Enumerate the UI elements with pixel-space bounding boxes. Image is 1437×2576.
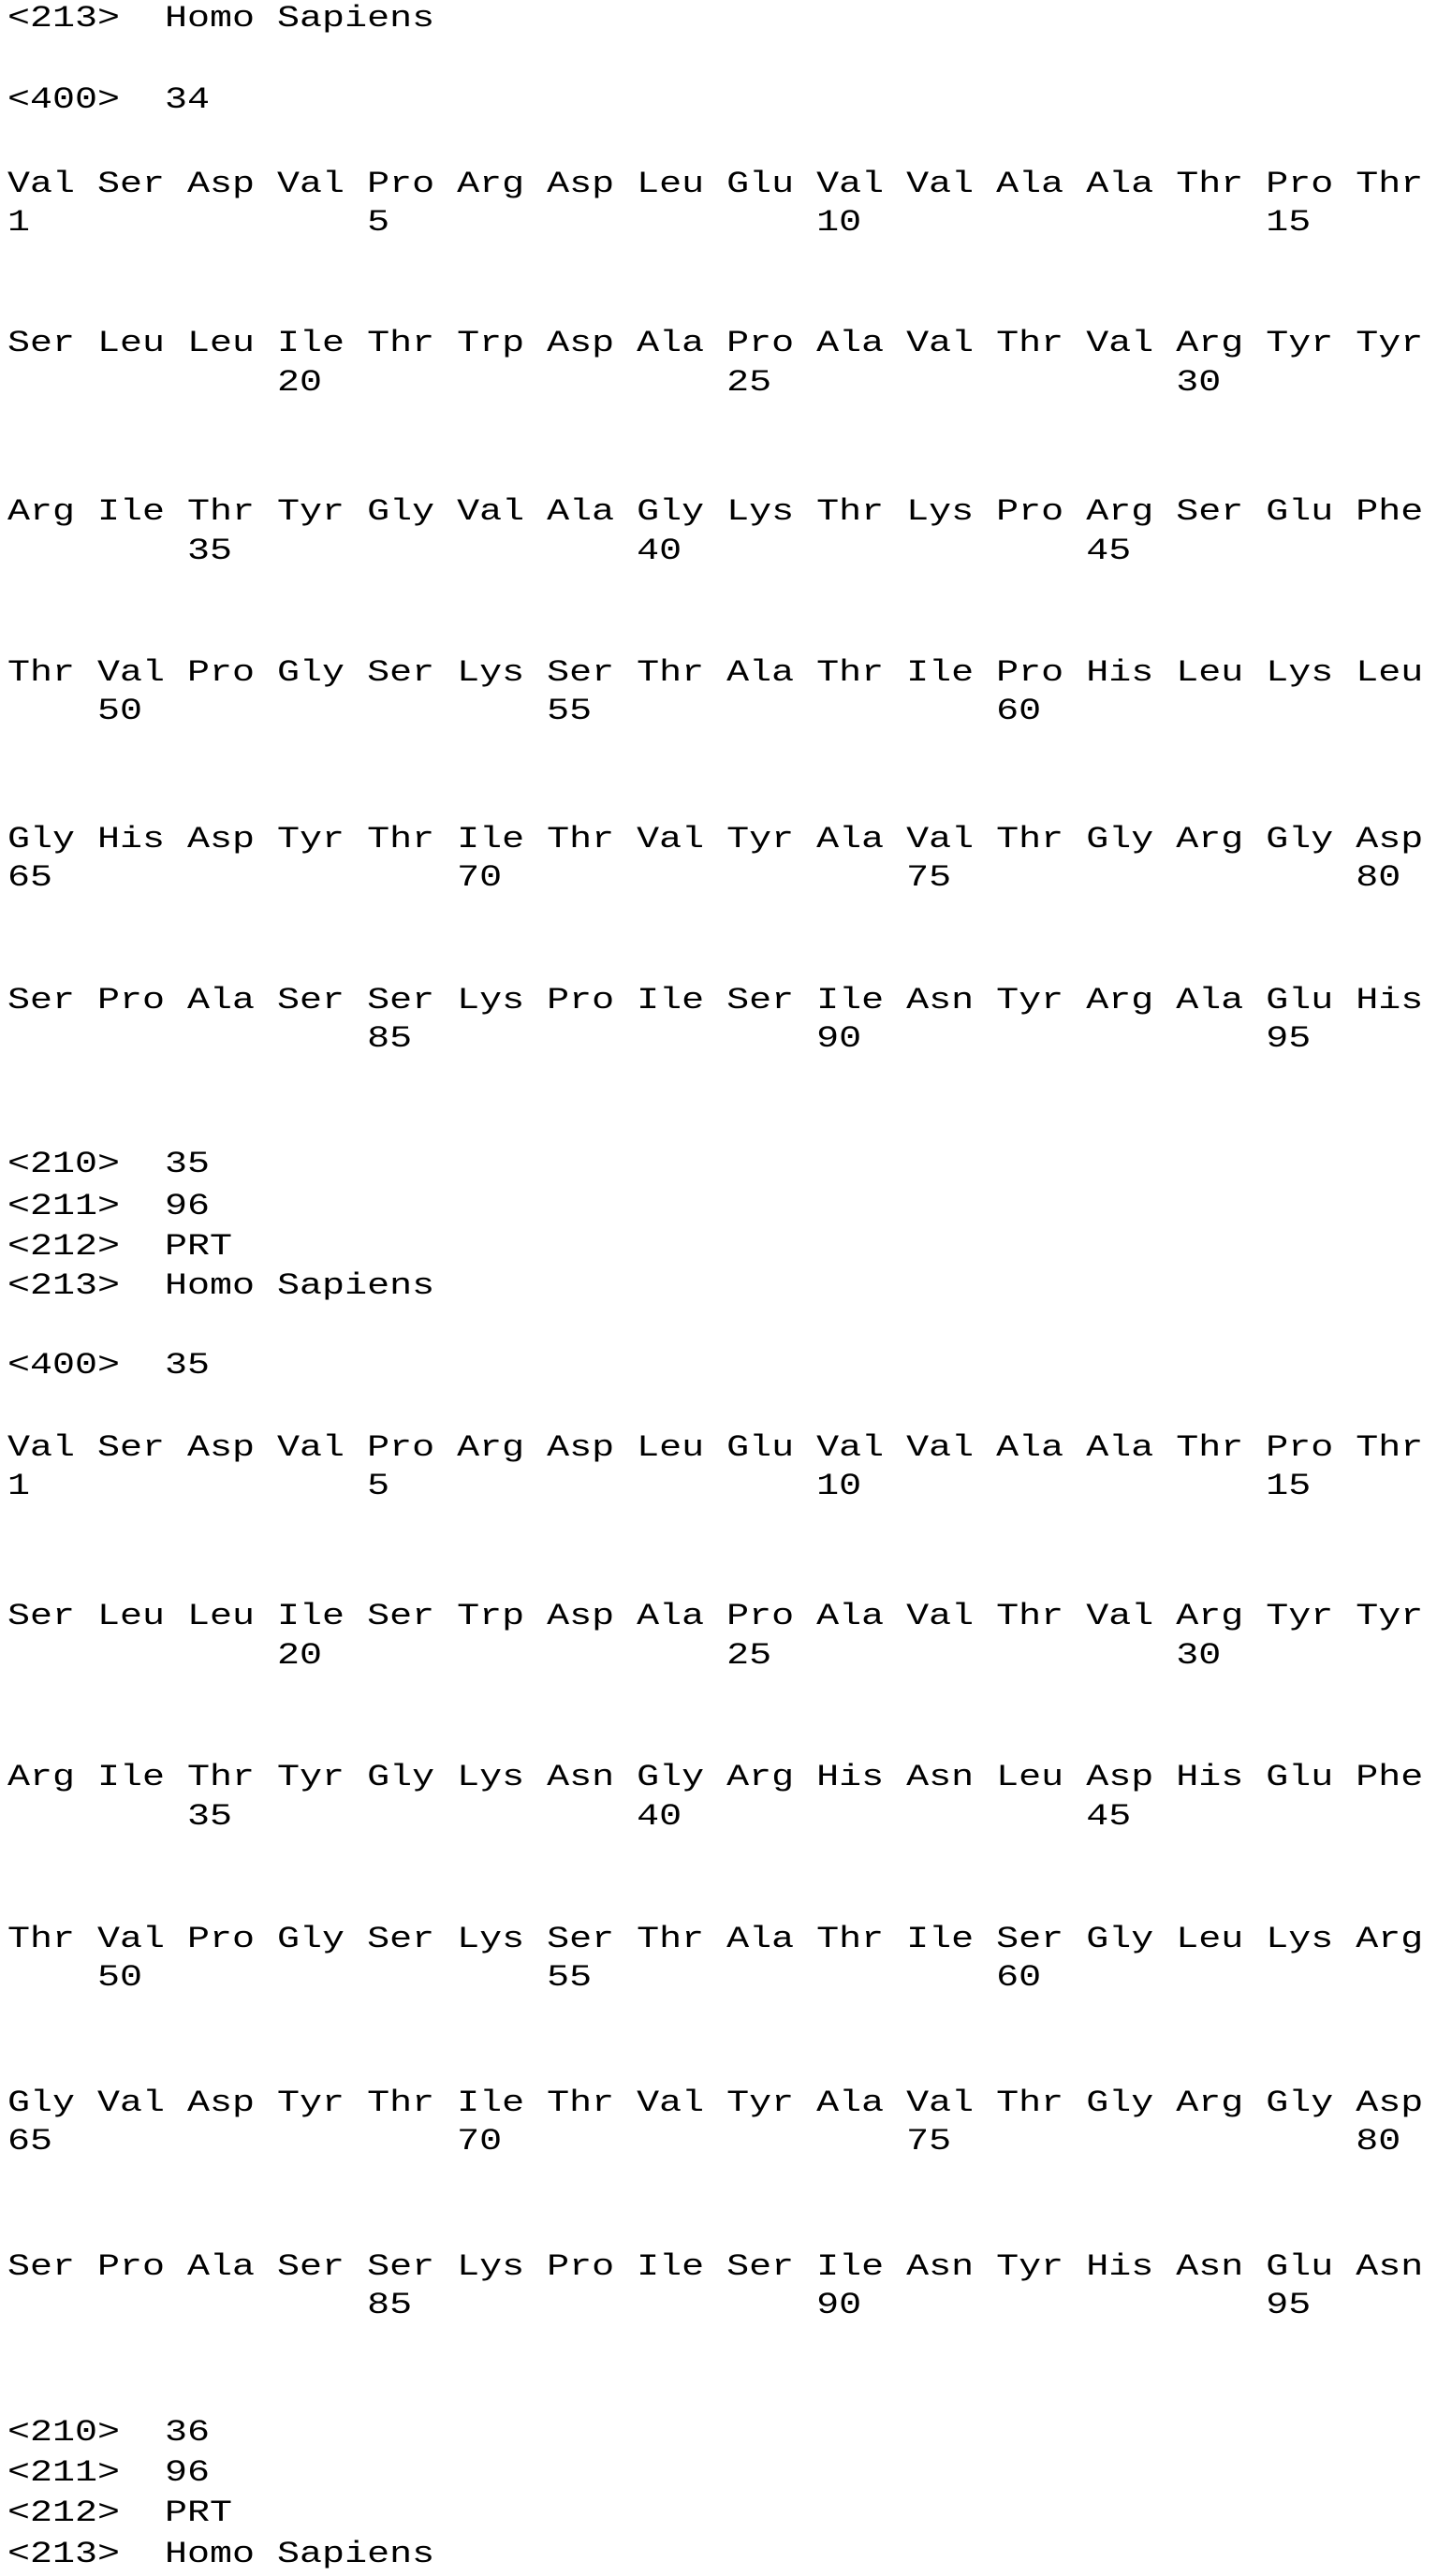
tag-value: 36 bbox=[165, 2416, 211, 2451]
tag-code: <213> bbox=[7, 1269, 121, 1304]
numbers-line: 50 55 60 bbox=[7, 1961, 1042, 1996]
tag-value: Homo Sapiens bbox=[165, 2, 435, 37]
tag-value: 96 bbox=[165, 2456, 211, 2491]
numbers-line: 20 25 30 bbox=[7, 366, 1222, 401]
tag-code: <211> bbox=[7, 2456, 121, 2491]
tag-code: <400> bbox=[7, 1349, 121, 1383]
tag-line-213 bbox=[7, 2, 435, 37]
numbers-line: 65 70 75 80 bbox=[7, 861, 1401, 896]
tag-code: <400> bbox=[7, 83, 121, 118]
residues-line: Val Ser Asp Val Pro Arg Asp Leu Glu Val Val Ala Ala Thr Pro Thr bbox=[7, 1431, 1424, 1466]
numbers-line: 20 25 30 bbox=[7, 1639, 1222, 1674]
residues-line: Thr Val Pro Gly Ser Lys Ser Thr Ala Thr Ile Pro His Leu Lys Leu bbox=[7, 656, 1424, 691]
tag-value: 35 bbox=[165, 1148, 211, 1182]
tag-code: <213> bbox=[7, 2, 121, 37]
tag-code: <212> bbox=[7, 1230, 121, 1265]
residues-line: Ser Leu Leu Ile Ser Trp Asp Ala Pro Ala Val Thr Val Arg Tyr Tyr bbox=[7, 1600, 1424, 1634]
tag-code: <210> bbox=[7, 1148, 121, 1182]
tag-line-211 bbox=[7, 2456, 211, 2491]
tag-value: PRT bbox=[165, 2496, 233, 2531]
numbers-line: 65 70 75 80 bbox=[7, 2125, 1401, 2159]
residues-line: Arg Ile Thr Tyr Gly Val Ala Gly Lys Thr Lys Pro Arg Ser Glu Phe bbox=[7, 495, 1424, 530]
tag-line-213 bbox=[7, 1269, 435, 1304]
tag-code: <211> bbox=[7, 1190, 121, 1224]
tag-value: PRT bbox=[165, 1230, 233, 1265]
tag-line-210 bbox=[7, 2416, 211, 2451]
tag-line-400 bbox=[7, 1349, 211, 1383]
tag-line-212 bbox=[7, 2496, 233, 2531]
residues-line: Val Ser Asp Val Pro Arg Asp Leu Glu Val Val Ala Ala Thr Pro Thr bbox=[7, 168, 1424, 202]
tag-value: 96 bbox=[165, 1190, 211, 1224]
numbers-line: 1 5 10 15 bbox=[7, 1470, 1312, 1504]
residues-line: Gly Val Asp Tyr Thr Ile Thr Val Tyr Ala Val Thr Gly Arg Gly Asp bbox=[7, 2086, 1424, 2121]
residues-line: Thr Val Pro Gly Ser Lys Ser Thr Ala Thr Ile Ser Gly Leu Lys Arg bbox=[7, 1923, 1424, 1957]
tag-code: <212> bbox=[7, 2496, 121, 2531]
tag-line-210 bbox=[7, 1150, 210, 1180]
residues-line: Ser Pro Ala Ser Ser Lys Pro Ile Ser Ile Asn Tyr Arg Ala Glu His bbox=[7, 984, 1424, 1018]
tag-value: Homo Sapiens bbox=[165, 2538, 435, 2572]
tag-line-212 bbox=[7, 1230, 233, 1265]
numbers-line: 35 40 45 bbox=[7, 534, 1132, 569]
residues-line: Arg Ile Thr Tyr Gly Lys Asn Gly Arg His Asn Leu Asp His Glu Phe bbox=[7, 1761, 1424, 1795]
tag-line-211 bbox=[7, 1190, 211, 1224]
tag-value: 35 bbox=[165, 1349, 211, 1383]
numbers-line: 85 90 95 bbox=[7, 1022, 1312, 1057]
tag-line-213 bbox=[7, 2540, 434, 2570]
residues-line: Ser Leu Leu Ile Thr Trp Asp Ala Pro Ala Val Thr Val Arg Tyr Tyr bbox=[7, 327, 1424, 361]
residues-line: Ser Pro Ala Ser Ser Lys Pro Ile Ser Ile Asn Tyr His Asn Glu Asn bbox=[7, 2250, 1424, 2285]
numbers-line: 85 90 95 bbox=[7, 2289, 1312, 2323]
tag-code: <213> bbox=[7, 2538, 121, 2572]
tag-value: Homo Sapiens bbox=[165, 1269, 435, 1304]
numbers-line: 50 55 60 bbox=[7, 695, 1042, 729]
numbers-line: 35 40 45 bbox=[7, 1800, 1132, 1835]
tag-value: 34 bbox=[165, 83, 211, 118]
residues-line: Gly His Asp Tyr Thr Ile Thr Val Tyr Ala Val Thr Gly Arg Gly Asp bbox=[7, 823, 1424, 857]
tag-line-400 bbox=[7, 83, 211, 118]
numbers-line: 1 5 10 15 bbox=[7, 206, 1312, 241]
tag-code: <210> bbox=[7, 2416, 121, 2451]
